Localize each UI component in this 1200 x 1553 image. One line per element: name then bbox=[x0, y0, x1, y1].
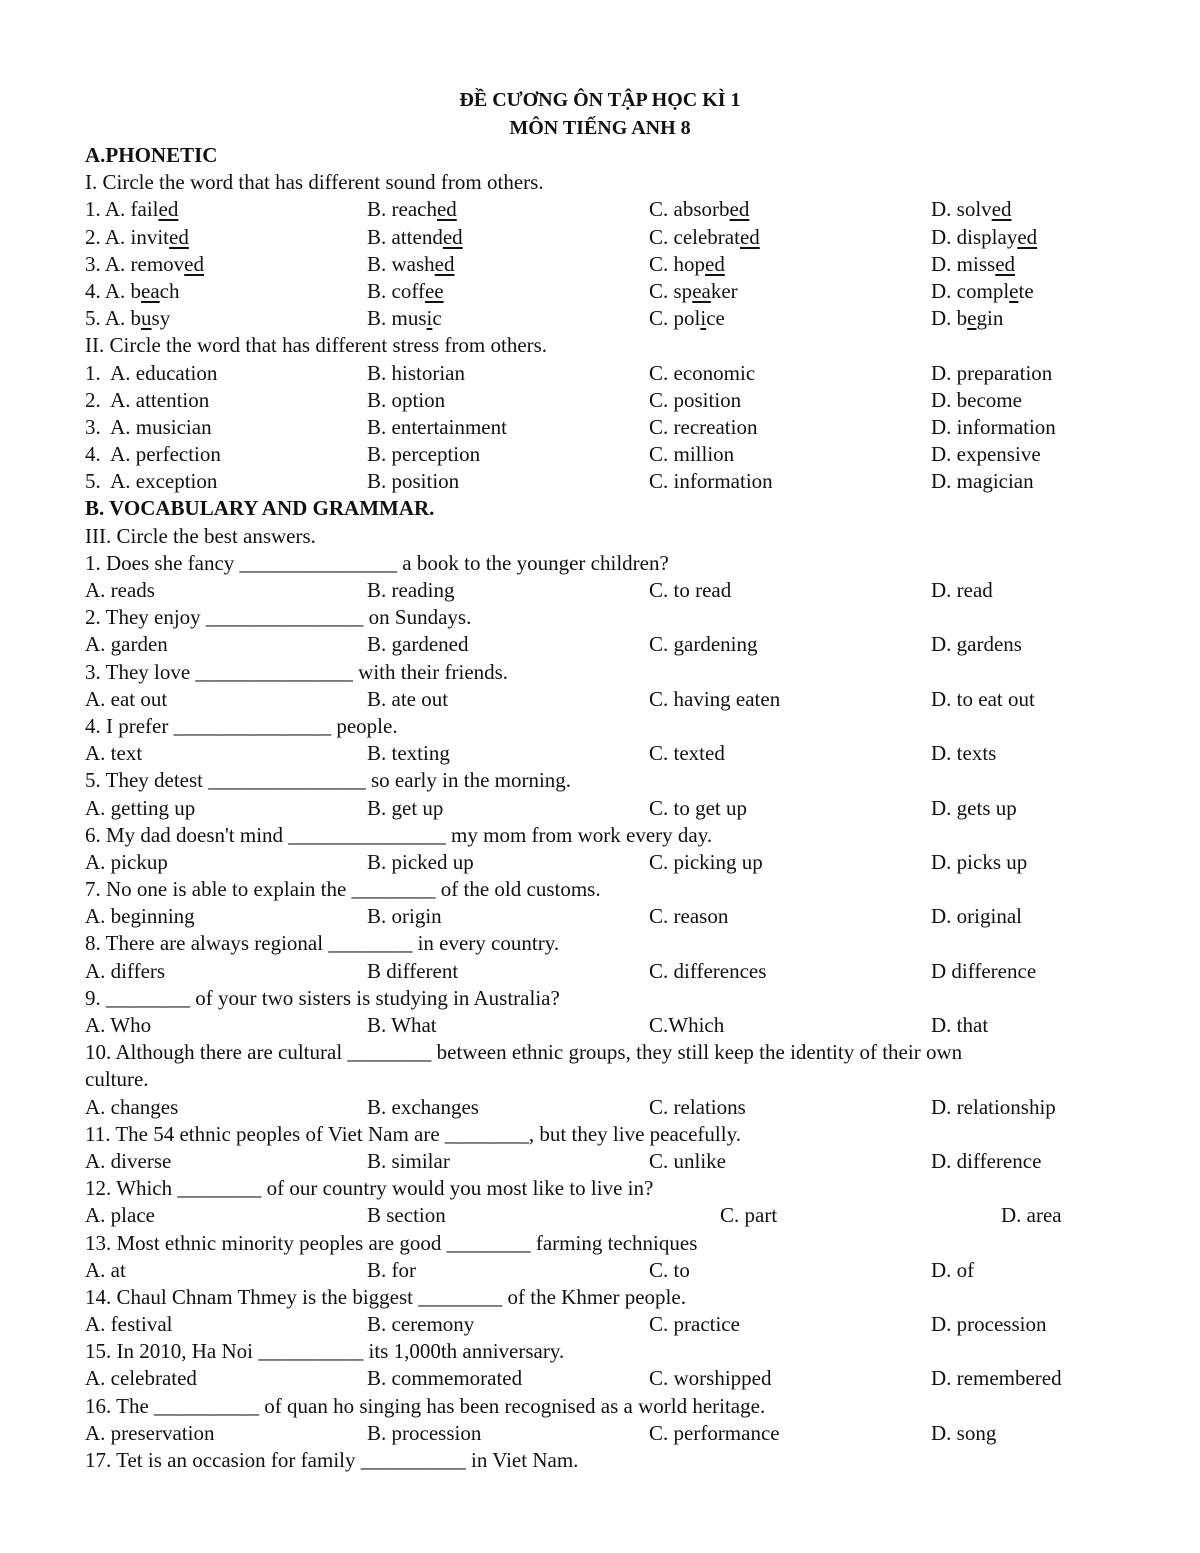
answer-option bbox=[367, 224, 463, 251]
answer-option bbox=[367, 305, 442, 332]
underlined-sound: ed bbox=[705, 251, 725, 276]
underlined-sound: ed bbox=[739, 224, 760, 249]
option-text: C. celebrat bbox=[649, 224, 740, 249]
answer-option: D. read bbox=[931, 578, 993, 602]
question-stem: 4. I prefer _______________ people. bbox=[85, 713, 398, 738]
answer-option bbox=[367, 468, 459, 495]
option-text: sy bbox=[151, 306, 171, 331]
answer-option: C. worshipped bbox=[649, 1366, 772, 1391]
answer-option bbox=[85, 196, 178, 223]
answer-option bbox=[931, 251, 1015, 278]
question-stem: 5. They detest _______________ so early in the morning. bbox=[85, 768, 572, 793]
answer-row bbox=[85, 1311, 1115, 1338]
question-row bbox=[85, 278, 1115, 305]
option-text: D. magician bbox=[931, 469, 1034, 494]
answer-option bbox=[649, 441, 734, 468]
option-text: C. economic bbox=[649, 360, 756, 385]
answer-option bbox=[931, 305, 1003, 332]
question-stem: 7. No one is able to explain the ________ of the old customs. bbox=[85, 877, 601, 902]
answer-option: C. performance bbox=[649, 1420, 780, 1445]
question-row bbox=[85, 468, 1115, 495]
option-text: A. perfection bbox=[110, 442, 221, 467]
option-text: C. hop bbox=[649, 251, 706, 276]
answer-row bbox=[85, 795, 1115, 822]
question-stem: 8. There are always regional ________ in every country. bbox=[85, 931, 560, 956]
underlined-sound: u bbox=[141, 306, 152, 331]
answer-option: C. practice bbox=[649, 1312, 740, 1337]
question-number: 4. bbox=[85, 442, 111, 467]
underlined-sound: ed bbox=[995, 251, 1016, 276]
answer-option: B. gardened bbox=[367, 632, 469, 657]
option-text: gin bbox=[976, 306, 1004, 331]
answer-option bbox=[85, 251, 204, 278]
answer-option: A. at bbox=[85, 1257, 126, 1282]
question-row bbox=[85, 360, 1115, 387]
underlined-sound: ed bbox=[169, 224, 189, 249]
question-stem: 3. They love _______________ with their friends. bbox=[85, 659, 509, 684]
option-text: B. reach bbox=[367, 197, 437, 222]
answer-option bbox=[649, 251, 725, 278]
option-text: D. solv bbox=[931, 197, 992, 222]
option-text: A. b bbox=[104, 306, 142, 331]
answer-option: D. texts bbox=[931, 741, 997, 766]
answer-option bbox=[85, 224, 189, 251]
question-row bbox=[85, 196, 1115, 223]
option-text: B. coff bbox=[367, 278, 425, 303]
question-row bbox=[85, 441, 1115, 468]
answer-option bbox=[85, 305, 170, 332]
document-title: ĐỀ CƯƠNG ÔN TẬP HỌC KÌ 1 bbox=[459, 89, 741, 111]
option-text: ker bbox=[710, 278, 738, 303]
question-row bbox=[85, 224, 1115, 251]
question-row bbox=[85, 305, 1115, 332]
answer-option: B. texting bbox=[367, 741, 450, 766]
option-text: C. information bbox=[649, 469, 773, 494]
option-text: D. expensive bbox=[931, 442, 1041, 467]
underlined-sound: ed bbox=[442, 224, 463, 249]
answer-option: A. eat out bbox=[85, 686, 168, 711]
option-text: D. information bbox=[931, 414, 1056, 439]
question-row bbox=[85, 414, 1115, 441]
question-number: 3. bbox=[85, 251, 105, 276]
question-number: 4. bbox=[85, 278, 105, 303]
answer-option bbox=[649, 196, 749, 223]
answer-option: B. for bbox=[367, 1257, 416, 1282]
answer-option: C. to read bbox=[649, 578, 732, 602]
answer-option: D. gets up bbox=[931, 795, 1017, 820]
answer-option bbox=[649, 468, 773, 495]
underlined-sound: ee bbox=[424, 278, 444, 303]
answer-option bbox=[367, 387, 445, 414]
question-stem: 9. ________ of your two sisters is studying in Australia? bbox=[85, 985, 560, 1010]
question-stem-continued: culture. bbox=[85, 1067, 149, 1092]
option-text: B. mus bbox=[367, 306, 427, 331]
answer-row bbox=[85, 631, 1115, 658]
option-text: C. million bbox=[649, 442, 735, 467]
option-text: D. compl bbox=[931, 278, 1010, 303]
answer-option: D. that bbox=[931, 1013, 989, 1037]
answer-option: C. gardening bbox=[649, 632, 758, 657]
option-text: A. remov bbox=[104, 251, 185, 276]
question-stem: 10. Although there are cultural ________ between ethnic groups, they still keep the identity of their own bbox=[85, 1040, 963, 1065]
answer-option bbox=[367, 251, 455, 278]
answer-option: C. unlike bbox=[649, 1148, 726, 1173]
answer-option: A. festival bbox=[85, 1312, 173, 1337]
answer-option: B different bbox=[367, 958, 459, 983]
answer-option: B. procession bbox=[367, 1420, 482, 1445]
answer-option: A. Who bbox=[85, 1013, 152, 1037]
answer-option bbox=[85, 441, 221, 468]
option-text: c bbox=[432, 306, 442, 331]
option-text: A. exception bbox=[110, 469, 218, 494]
answer-row bbox=[85, 686, 1115, 713]
question-stem: 14. Chaul Chnam Thmey is the biggest ________ of the Khmer people. bbox=[85, 1284, 686, 1309]
option-text: C. sp bbox=[649, 278, 693, 303]
answer-row bbox=[85, 1094, 1115, 1121]
option-text: ce bbox=[706, 306, 725, 331]
answer-option: B. commemorated bbox=[367, 1366, 523, 1391]
underlined-sound: ed bbox=[436, 197, 457, 222]
answer-option: C. having eaten bbox=[649, 686, 781, 711]
answer-option bbox=[85, 278, 180, 305]
answer-row bbox=[85, 903, 1115, 930]
option-text: D. b bbox=[931, 306, 968, 331]
answer-option bbox=[649, 305, 725, 332]
question-stem: 16. The __________ of quan ho singing has been recognised as a world heritage. bbox=[85, 1393, 766, 1418]
answer-row bbox=[85, 1012, 1115, 1039]
answer-option bbox=[931, 468, 1034, 495]
instruction: II. Circle the word that has different stress from others. bbox=[85, 333, 548, 358]
answer-option: D. relationship bbox=[931, 1094, 1056, 1119]
answer-option: D. remembered bbox=[931, 1366, 1062, 1391]
answer-option: A. differs bbox=[85, 958, 166, 983]
answer-option bbox=[931, 196, 1012, 223]
question-stem: 6. My dad doesn't mind _______________ my mom from work every day. bbox=[85, 822, 713, 847]
answer-option: B. exchanges bbox=[367, 1094, 479, 1119]
answer-option: A. changes bbox=[85, 1094, 179, 1119]
answer-option: A. getting up bbox=[85, 795, 196, 820]
question-stem: 12. Which ________ of our country would you most like to live in? bbox=[85, 1176, 654, 1201]
option-text: A. education bbox=[110, 360, 218, 385]
answer-option bbox=[931, 278, 1034, 305]
question-number: 5. bbox=[85, 469, 111, 494]
question-stem: 2. They enjoy _______________ on Sundays. bbox=[85, 605, 472, 630]
answer-option: B. get up bbox=[367, 795, 444, 820]
answer-option: B. similar bbox=[367, 1148, 450, 1173]
option-text: C. pol bbox=[649, 306, 701, 331]
answer-row bbox=[85, 958, 1115, 985]
answer-option bbox=[85, 387, 209, 414]
question-number: 1. bbox=[85, 360, 111, 385]
underlined-sound: ea bbox=[692, 278, 711, 303]
answer-option: C. texted bbox=[649, 741, 725, 766]
answer-option: B. ceremony bbox=[367, 1312, 475, 1337]
answer-option: D. song bbox=[931, 1420, 997, 1445]
document-subtitle: MÔN TIẾNG ANH 8 bbox=[509, 117, 691, 139]
underlined-sound: ed bbox=[991, 197, 1012, 222]
answer-option: A. text bbox=[85, 741, 143, 766]
answer-option: C. to get up bbox=[649, 795, 747, 820]
answer-option bbox=[85, 414, 212, 441]
option-text: A. b bbox=[104, 278, 142, 303]
option-text: B. historian bbox=[367, 360, 465, 385]
answer-option: B. What bbox=[367, 1013, 437, 1037]
answer-option: C.Which bbox=[649, 1013, 725, 1037]
option-text: A. musician bbox=[110, 414, 212, 439]
section-heading: B. VOCABULARY AND GRAMMAR. bbox=[85, 496, 435, 521]
answer-option bbox=[367, 278, 444, 305]
answer-option: D. area bbox=[1001, 1203, 1062, 1228]
question-number: 2. bbox=[85, 387, 111, 412]
option-text: A. fail bbox=[104, 197, 159, 222]
underlined-sound: ed bbox=[158, 197, 179, 222]
underlined-sound: e bbox=[1009, 278, 1019, 303]
answer-row bbox=[85, 1420, 1115, 1447]
option-text: D. become bbox=[931, 387, 1022, 412]
answer-option: D. of bbox=[931, 1257, 975, 1282]
instruction: III. Circle the best answers. bbox=[85, 523, 316, 548]
option-text: C. position bbox=[649, 387, 742, 412]
answer-option bbox=[931, 414, 1056, 441]
underlined-sound: i bbox=[700, 306, 707, 331]
answer-option bbox=[367, 414, 507, 441]
answer-option: D. to eat out bbox=[931, 686, 1035, 711]
option-text: te bbox=[1018, 278, 1034, 303]
answer-row bbox=[85, 740, 1115, 767]
question-row bbox=[85, 251, 1115, 278]
question-number: 5. bbox=[85, 306, 105, 331]
option-text: B. wash bbox=[367, 251, 435, 276]
answer-option bbox=[931, 224, 1037, 251]
answer-option: A. place bbox=[85, 1203, 155, 1228]
answer-option bbox=[367, 441, 480, 468]
answer-option: D. original bbox=[931, 904, 1022, 929]
answer-row bbox=[85, 577, 1115, 604]
underlined-sound: ed bbox=[1017, 224, 1038, 249]
answer-option: A. celebrated bbox=[85, 1366, 197, 1391]
answer-row bbox=[85, 1365, 1115, 1392]
instruction: I. Circle the word that has different sound from others. bbox=[85, 170, 544, 195]
option-text: C. recreation bbox=[649, 414, 758, 439]
answer-option: C. picking up bbox=[649, 849, 763, 874]
answer-option bbox=[931, 360, 1052, 387]
answer-option: D. difference bbox=[931, 1148, 1042, 1173]
answer-option: C. relations bbox=[649, 1094, 746, 1119]
document-body bbox=[85, 142, 1115, 1474]
answer-option: A. pickup bbox=[85, 849, 168, 874]
option-text: C. absorb bbox=[649, 197, 730, 222]
answer-option: B. reading bbox=[367, 578, 455, 602]
option-text: B. attend bbox=[367, 224, 443, 249]
question-row bbox=[85, 387, 1115, 414]
underlined-sound: ed bbox=[434, 251, 455, 276]
answer-option bbox=[367, 196, 457, 223]
answer-row bbox=[85, 1257, 1115, 1284]
answer-option: C. part bbox=[720, 1203, 778, 1228]
answer-option bbox=[649, 278, 738, 305]
option-text: A. attention bbox=[110, 387, 210, 412]
answer-option: D. picks up bbox=[931, 849, 1028, 874]
question-stem: 17. Tet is an occasion for family __________ in Viet Nam. bbox=[85, 1448, 579, 1472]
answer-option: C. to bbox=[649, 1257, 690, 1282]
answer-row bbox=[85, 1202, 1115, 1229]
question-stem: 15. In 2010, Ha Noi __________ its 1,000th anniversary. bbox=[85, 1339, 565, 1364]
answer-option: D. gardens bbox=[931, 632, 1022, 657]
answer-option: B. origin bbox=[367, 904, 442, 929]
answer-option bbox=[85, 360, 217, 387]
option-text: B. entertainment bbox=[367, 414, 507, 439]
option-text: ch bbox=[159, 278, 180, 303]
answer-row bbox=[85, 849, 1115, 876]
answer-option bbox=[649, 414, 757, 441]
answer-option: A. garden bbox=[85, 632, 168, 657]
underlined-sound: ed bbox=[184, 251, 204, 276]
question-stem: 11. The 54 ethnic peoples of Viet Nam are ________, but they live peacefully. bbox=[85, 1121, 741, 1146]
underlined-sound: e bbox=[967, 306, 977, 331]
option-text: B. perception bbox=[367, 442, 481, 467]
underlined-sound: ed bbox=[729, 197, 750, 222]
answer-option bbox=[367, 360, 465, 387]
question-number: 1. bbox=[85, 197, 105, 222]
answer-option bbox=[649, 224, 760, 251]
answer-row bbox=[85, 1148, 1115, 1175]
option-text: B. position bbox=[367, 469, 460, 494]
question-stem: 13. Most ethnic minority peoples are good ________ farming techniques bbox=[85, 1230, 698, 1255]
answer-option: B. ate out bbox=[367, 686, 449, 711]
option-text: D. display bbox=[931, 224, 1018, 249]
answer-option: A. preservation bbox=[85, 1420, 215, 1445]
answer-option bbox=[649, 360, 755, 387]
option-text: D. preparation bbox=[931, 360, 1053, 385]
question-number: 3. bbox=[85, 414, 111, 439]
answer-option: C. reason bbox=[649, 904, 729, 929]
answer-option: A. diverse bbox=[85, 1148, 172, 1173]
answer-option: C. differences bbox=[649, 958, 767, 983]
underlined-sound: i bbox=[426, 306, 433, 331]
option-text: B. option bbox=[367, 387, 446, 412]
answer-option: B. picked up bbox=[367, 849, 474, 874]
document-page bbox=[85, 86, 1115, 1474]
answer-option bbox=[85, 468, 217, 495]
option-text: D. miss bbox=[931, 251, 996, 276]
underlined-sound: ea bbox=[141, 278, 160, 303]
question-stem: 1. Does she fancy _______________ a book to the younger children? bbox=[85, 550, 669, 575]
section-heading: A.PHONETIC bbox=[85, 143, 218, 167]
answer-option: A. reads bbox=[85, 578, 155, 602]
answer-option bbox=[931, 387, 1022, 414]
answer-option: D difference bbox=[931, 958, 1037, 983]
option-text: A. invit bbox=[104, 224, 170, 249]
answer-option: A. beginning bbox=[85, 904, 195, 929]
answer-option: D. procession bbox=[931, 1312, 1047, 1337]
question-number: 2. bbox=[85, 224, 105, 249]
answer-option bbox=[931, 441, 1041, 468]
answer-option bbox=[649, 387, 741, 414]
answer-option: B section bbox=[367, 1203, 446, 1228]
